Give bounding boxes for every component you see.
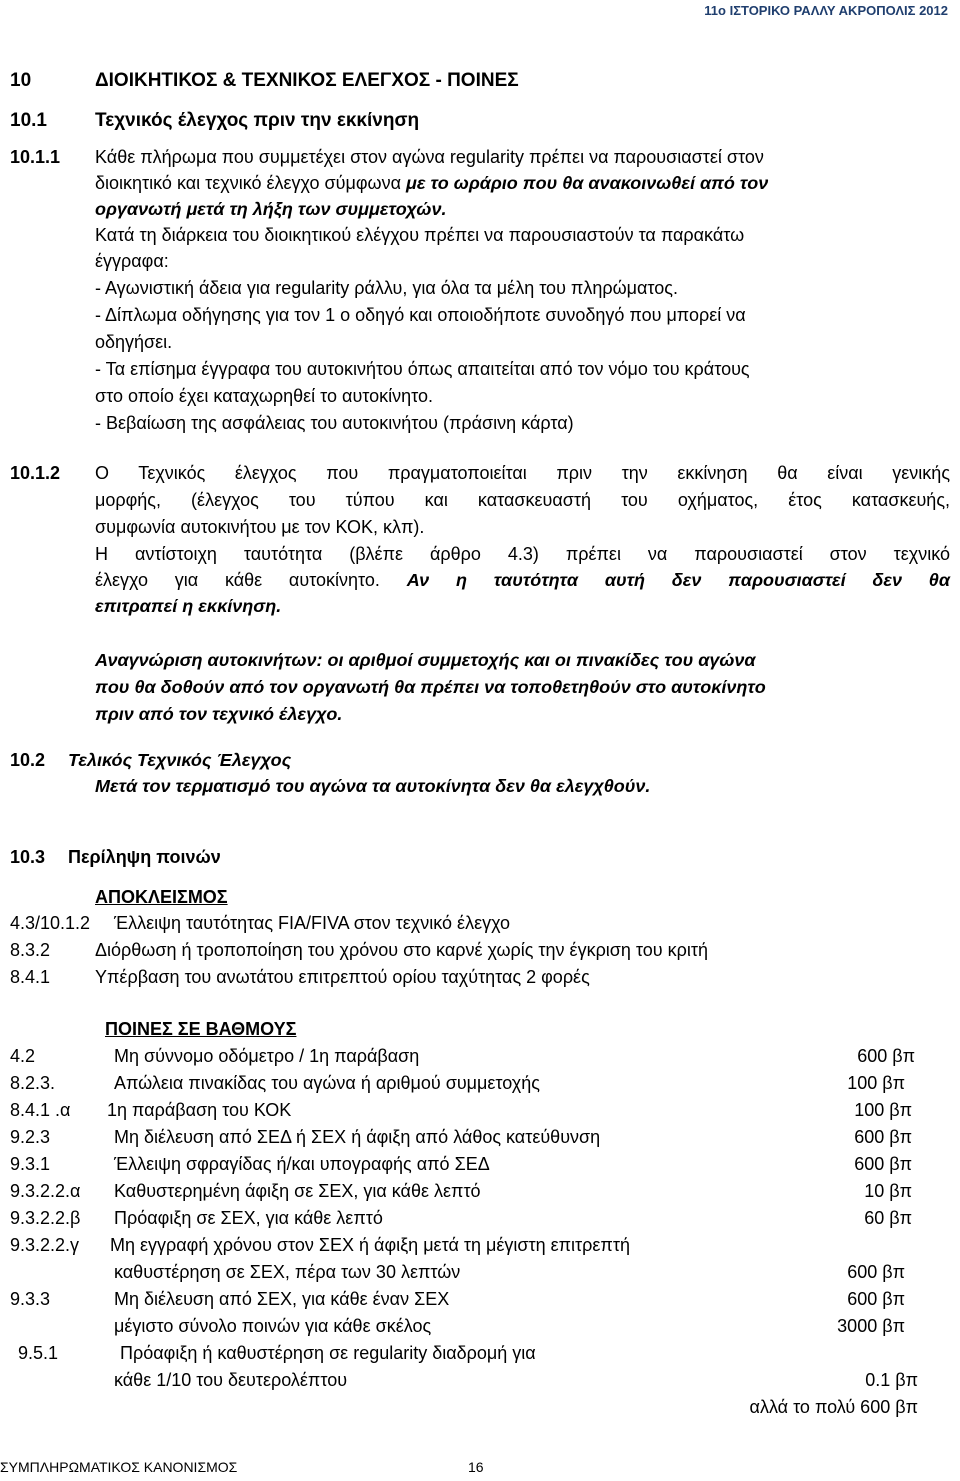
section-10-1-title: Τεχνικός έλεγχος πριν την εκκίνηση xyxy=(95,110,420,131)
penalty-text-cont: κάθε 1/10 του δευτερολέπτου xyxy=(114,1370,348,1390)
penalties-heading: ΠΟΙΝΕΣ ΣΕ ΒΑΘΜΟΥΣ xyxy=(105,1019,297,1039)
article-10-1-1-line-2 xyxy=(95,170,768,196)
article-10-1-1-number: 10.1.1 xyxy=(10,147,61,167)
penalty-text: Πρόαφιξη ή καθυστέρηση σε regularity διαδρομή για xyxy=(120,1343,536,1363)
penalty-text: Απώλεια πινακίδας του αγώνα ή αριθμού συμμετοχής xyxy=(114,1073,540,1093)
penalty-code: 9.3.2.2.α xyxy=(10,1181,81,1201)
penalty-points: 10 βπ xyxy=(864,1181,912,1201)
penalty-points: 60 βπ xyxy=(864,1208,912,1228)
article-10-1-1-line-2-plain: διοικητικό και τεχνικό έλεγχο σύμφωνα xyxy=(95,173,406,193)
penalty-code: 4.2 xyxy=(10,1046,36,1066)
document-item-driving-licence: - Δίπλωμα οδήγησης για τον 1 ο οδηγό και οποιοδήποτε συνοδηγό που μπορεί να xyxy=(95,305,746,325)
exclusion-heading: ΑΠΟΚΛΕΙΣΜΟΣ xyxy=(95,887,228,907)
penalty-text: Καθυστερημένη άφιξη σε ΣΕΧ, για κάθε λεπτό xyxy=(114,1181,481,1201)
exclusion-row-code: 8.4.1 xyxy=(10,967,51,987)
footer-title: ΣΥΜΠΛΗΡΩΜΑΤΙΚΟΣ ΚΑΝΟΝΙΣΜΟΣ xyxy=(0,1459,238,1475)
penalty-points: 100 βπ xyxy=(854,1100,912,1120)
article-10-1-1-line-1: Κάθε πλήρωμα που συμμετέχει στον αγώνα regularity πρέπει να παρουσιαστεί στον xyxy=(95,147,764,167)
exclusion-row-text: Διόρθωση ή τροποποίηση του χρόνου στο καρνέ χωρίς την έγκριση του κριτή xyxy=(95,940,709,960)
article-10-1-2-number: 10.1.2 xyxy=(10,463,61,483)
article-10-1-1-line-2-emphasis: με το ωράριο που θα ανακοινωθεί από τον xyxy=(405,173,769,193)
exclusion-row-text: Έλλειψη ταυτότητας FIA/FIVA στον τεχνικό έλεγχο xyxy=(114,913,511,933)
penalty-code: 8.2.3. xyxy=(10,1073,56,1093)
penalty-code: 9.5.1 xyxy=(18,1343,59,1363)
article-10-1-2-line-5-plain: έλεγχο για κάθε αυτοκίνητο. xyxy=(95,570,407,590)
penalty-points: 600 βπ xyxy=(854,1154,912,1174)
penalty-points: 600 βπ xyxy=(857,1046,915,1066)
penalty-points: 100 βπ xyxy=(847,1073,905,1093)
penalty-text: Έλλειψη σφραγίδας ή/και υπογραφής από ΣΕΔ xyxy=(114,1154,490,1174)
penalty-cap: αλλά το πολύ 600 βπ xyxy=(749,1397,918,1417)
penalty-text: Μη διέλευση από ΣΕΧ, για κάθε έναν ΣΕΧ xyxy=(114,1289,450,1309)
section-10-2-title: Τελικός Τεχνικός Έλεγχος xyxy=(68,750,292,770)
section-10-title: ΔΙΟΙΚΗΤΙΚΟΣ & ΤΕΧΝΙΚΟΣ ΕΛΕΓΧΟΣ - ΠΟΙΝΕΣ xyxy=(95,70,519,91)
penalty-points: 600 βπ xyxy=(847,1289,905,1309)
penalty-points: 3000 βπ xyxy=(837,1316,905,1336)
penalty-text: Πρόαφιξη σε ΣΕΧ, για κάθε λεπτό xyxy=(114,1208,383,1228)
article-10-1-2-line-2: μορφής, (έλεγχος του τύπου και κατασκευαστή του οχήματος, έτος κατασκευής, xyxy=(95,490,950,510)
section-10-number: 10 xyxy=(10,70,32,91)
recognition-line-2: που θα δοθούν από τον οργανωτή θα πρέπει να τοποθετηθούν στο αυτοκίνητο xyxy=(95,677,766,697)
document-item-licence: - Αγωνιστική άδεια για regularity ράλλυ, για όλα τα μέλη του πληρώματος. xyxy=(95,278,678,298)
article-10-1-2-line-4: Η αντίστοιχη ταυτότητα (βλέπε άρθρο 4.3) πρέπει να παρουσιαστεί στον τεχνικό xyxy=(95,544,950,564)
article-10-1-2-line-5-emphasis: Αν η ταυτότητα αυτή δεν παρουσιαστεί δεν θα xyxy=(406,570,950,590)
penalty-code: 9.3.2.2.β xyxy=(10,1208,81,1228)
document-item-driving-licence-cont: οδηγήσει. xyxy=(95,332,173,352)
document-item-insurance: - Βεβαίωση της ασφάλειας του αυτοκινήτου (πράσινη κάρτα) xyxy=(95,413,574,433)
penalty-text: 1η παράβαση του ΚΟΚ xyxy=(107,1100,292,1120)
penalty-points: 0.1 βπ xyxy=(865,1370,918,1390)
penalty-code: 9.3.3 xyxy=(10,1289,51,1309)
penalty-text: Μη εγγραφή χρόνου στον ΣΕΧ ή άφιξη μετά τη μέγιστη επιτρεπτή xyxy=(110,1235,630,1255)
article-10-1-2-line-6: επιτραπεί η εκκίνηση. xyxy=(95,596,282,616)
document-item-car-papers: - Τα επίσημα έγγραφα του αυτοκινήτου όπως απαιτείται από τον νόμο του κράτους xyxy=(95,359,750,379)
document-header: 11ο ΙΣΤΟΡΙΚΟ ΡΑΛΛΥ ΑΚΡΟΠΟΛΙΣ 2012 xyxy=(704,3,948,18)
penalty-text: Μη διέλευση από ΣΕΔ ή ΣΕΧ ή άφιξη από λάθος κατεύθυνση xyxy=(114,1127,601,1147)
section-10-1-number: 10.1 xyxy=(10,110,47,131)
penalty-code: 9.2.3 xyxy=(10,1127,51,1147)
page-number: 16 xyxy=(468,1459,484,1475)
penalty-text-cont: μέγιστο σύνολο ποινών για κάθε σκέλος xyxy=(114,1316,432,1336)
section-10-2-text: Μετά τον τερματισμό του αγώνα τα αυτοκίνητα δεν θα ελεγχθούν. xyxy=(95,776,651,796)
article-10-1-2-line-1: Ο Τεχνικός έλεγχος που πραγματοποιείται πριν την εκκίνηση θα είναι γενικής xyxy=(95,463,950,483)
article-10-1-1-line-5: έγγραφα: xyxy=(95,251,169,271)
penalty-points: 600 βπ xyxy=(847,1262,905,1282)
section-10-3-number: 10.3 xyxy=(10,847,46,867)
recognition-line-3: πριν από τον τεχνικό έλεγχο. xyxy=(95,704,343,724)
article-10-1-1-line-4: Κατά τη διάρκεια του διοικητικού ελέγχου πρέπει να παρουσιαστούν τα παρακάτω xyxy=(95,225,745,245)
article-10-1-2-line-5 xyxy=(95,567,950,593)
penalty-code: 9.3.1 xyxy=(10,1154,51,1174)
exclusion-row-text: Υπέρβαση του ανωτάτου επιτρεπτού ορίου ταχύτητας 2 φορές xyxy=(95,967,590,987)
penalty-code: 8.4.1 .α xyxy=(10,1100,71,1120)
document-item-car-papers-cont: στο οποίο έχει καταχωρηθεί το αυτοκίνητο. xyxy=(95,386,434,406)
penalty-code: 9.3.2.2.γ xyxy=(10,1235,80,1255)
section-10-2-number: 10.2 xyxy=(10,750,46,770)
section-10-3-title: Περίληψη ποινών xyxy=(68,847,221,867)
penalty-text: Μη σύννομο οδόμετρο / 1η παράβαση xyxy=(114,1046,420,1066)
recognition-line-1: Αναγνώριση αυτοκινήτων: οι αριθμοί συμμετοχής και οι πινακίδες του αγώνα xyxy=(95,650,756,670)
penalty-points: 600 βπ xyxy=(854,1127,912,1147)
article-10-1-1-line-3: οργανωτή μετά τη λήξη των συμμετοχών. xyxy=(95,199,447,219)
exclusion-row-code: 8.3.2 xyxy=(10,940,51,960)
penalty-text-cont: καθυστέρηση σε ΣΕΧ, πέρα των 30 λεπτών xyxy=(114,1262,461,1282)
article-10-1-2-line-3: συμφωνία αυτοκινήτου με τον ΚΟΚ, κλπ). xyxy=(95,517,425,537)
exclusion-row-code: 4.3/10.1.2 xyxy=(10,913,91,933)
